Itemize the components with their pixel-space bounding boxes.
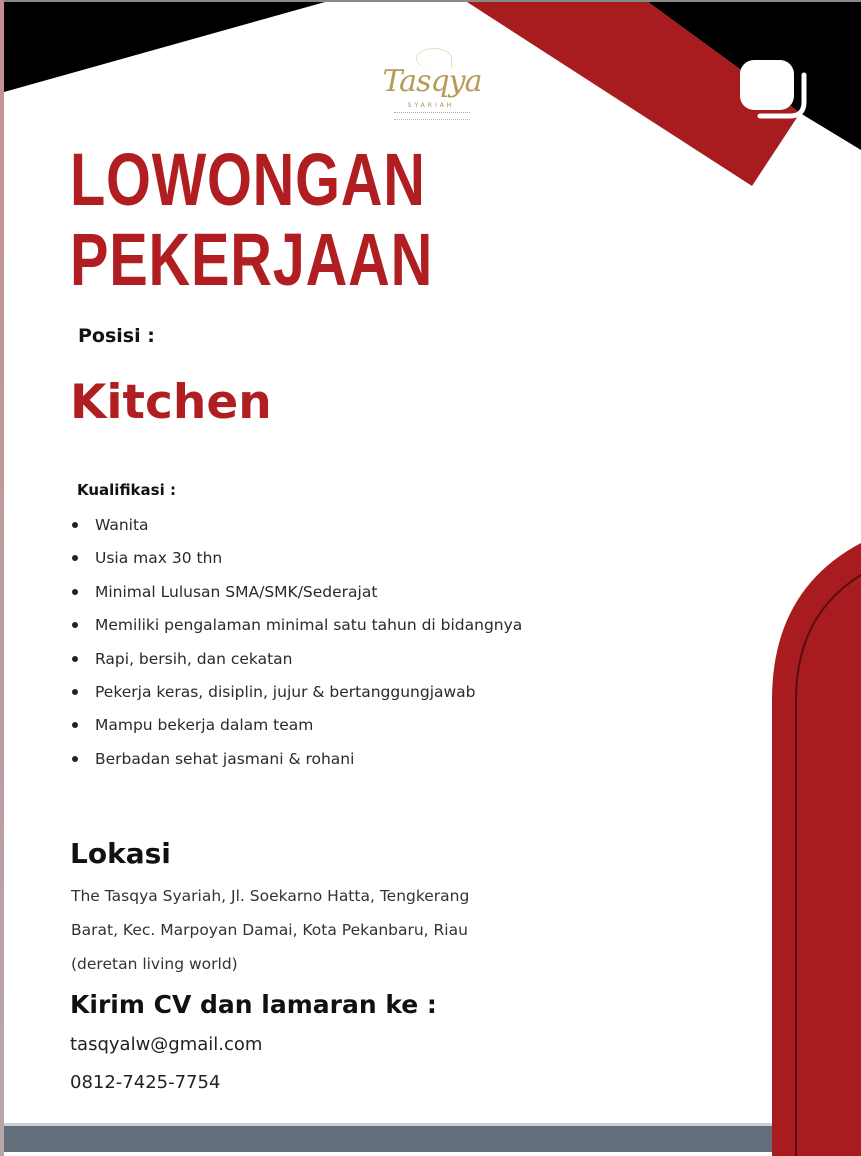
- left-edge-strip: [0, 0, 4, 1156]
- page-title: [70, 140, 433, 300]
- email-link[interactable]: tasqyalw@gmail.com: [70, 1034, 263, 1055]
- bullet-icon: [72, 656, 78, 662]
- list-item: [70, 714, 522, 747]
- list-item: [70, 614, 522, 647]
- position-label: Posisi :: [78, 325, 155, 347]
- qualification-text: Usia max 30 thn: [95, 549, 223, 568]
- bullet-icon: [72, 722, 78, 728]
- bullet-icon: [72, 522, 78, 528]
- title-line-2: PEKERJAAN: [70, 218, 434, 301]
- qualification-text: Pekerja keras, disiplin, jujur & bertanggungjawab: [95, 682, 476, 701]
- brand-name: Tasqya: [382, 64, 482, 99]
- list-item: [70, 514, 522, 547]
- qualification-text: Mampu bekerja dalam team: [95, 716, 314, 735]
- position-value: Kitchen: [70, 375, 272, 430]
- address-line-3: (deretan living world): [71, 955, 238, 973]
- qualification-text: Memiliki pengalaman minimal satu tahun di bidangnya: [95, 616, 523, 635]
- footer-bar: [4, 1126, 772, 1152]
- red-arch-shape: [772, 543, 861, 1156]
- qualifications-list: [70, 514, 522, 781]
- bullet-icon: [72, 689, 78, 695]
- list-item: [70, 547, 522, 580]
- black-corner-shape: [4, 2, 325, 92]
- phone-number[interactable]: 0812-7425-7754: [70, 1072, 221, 1093]
- address-line-1: The Tasqya Syariah, Jl. Soekarno Hatta, Tengkerang: [71, 887, 470, 905]
- logo-divider: [394, 112, 470, 120]
- bullet-icon: [72, 589, 78, 595]
- bullet-icon: [72, 555, 78, 561]
- chat-bubble-icon[interactable]: [740, 60, 808, 124]
- list-item: [70, 648, 522, 681]
- list-item: [70, 681, 522, 714]
- brand-subtitle: SYARIAH: [407, 102, 455, 109]
- location-address: [71, 885, 469, 987]
- bullet-icon: [72, 622, 78, 628]
- bullet-icon: [72, 756, 78, 762]
- list-item: [70, 581, 522, 614]
- qualification-text: Rapi, bersih, dan cekatan: [95, 649, 293, 668]
- qualification-text: Minimal Lulusan SMA/SMK/Sederajat: [95, 582, 378, 601]
- list-item: [70, 748, 522, 781]
- send-cv-title: Kirim CV dan lamaran ke :: [70, 990, 437, 1019]
- qualifications-label: Kualifikasi :: [77, 481, 176, 499]
- qualification-text: Wanita: [95, 516, 149, 534]
- location-title: Lokasi: [70, 837, 171, 870]
- title-line-1: LOWONGAN: [70, 138, 426, 221]
- brand-logo: [372, 46, 490, 126]
- qualification-text: Berbadan sehat jasmani & rohani: [95, 749, 355, 768]
- address-line-2: Barat, Kec. Marpoyan Damai, Kota Pekanbaru, Riau: [71, 921, 468, 939]
